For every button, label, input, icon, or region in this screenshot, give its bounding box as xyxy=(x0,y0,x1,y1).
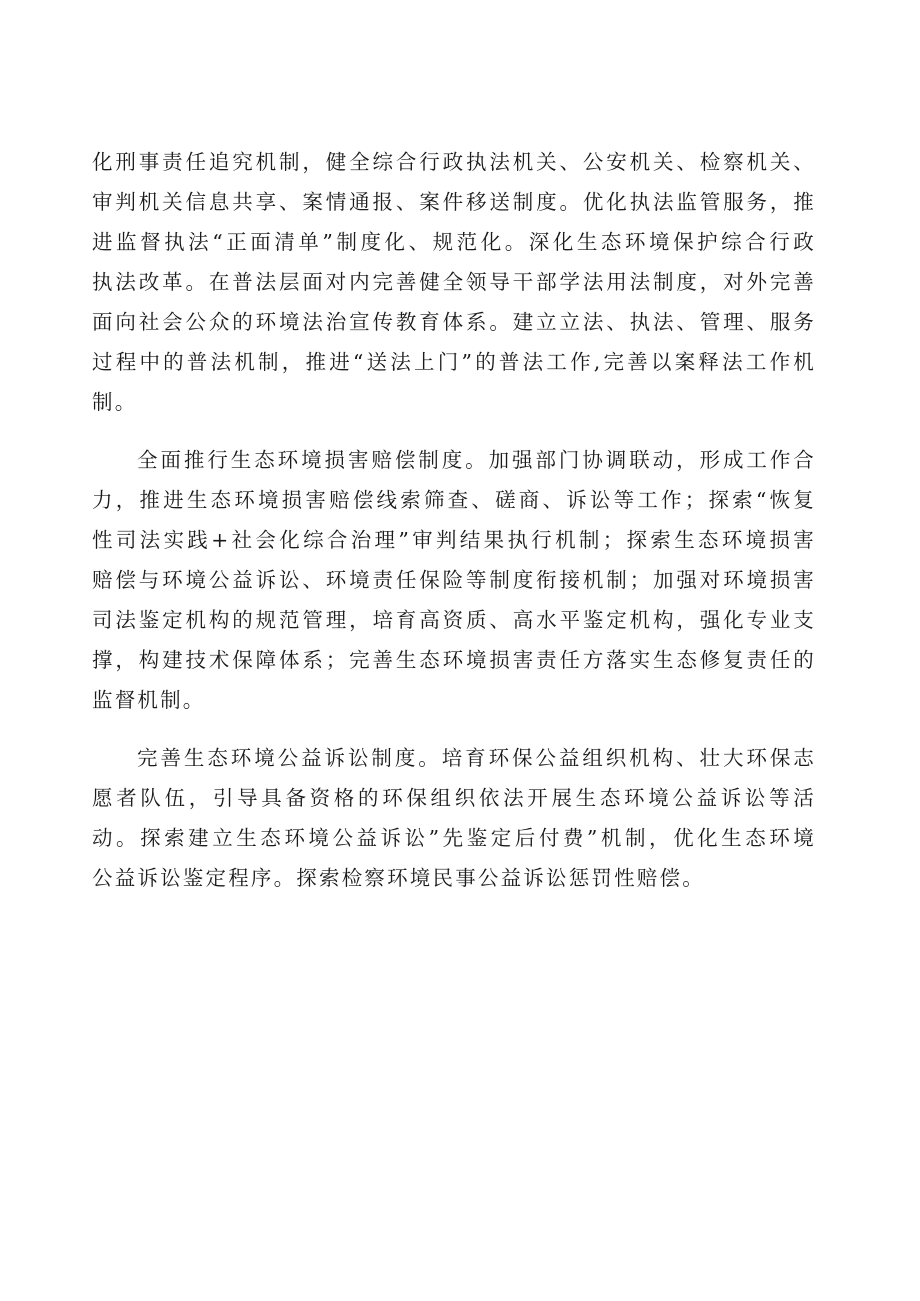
text-line: 化刑事责任追究机制，健全综合行政执法机关、公安机关、检察机关、 xyxy=(92,150,816,174)
text-line: 公益诉讼鉴定程序。探索检察环境民事公益诉讼惩罚性赔偿。 xyxy=(92,866,705,890)
text-line: 面向社会公众的环境法治宣传教育体系。建立立法、执法、管理、服务 xyxy=(92,310,816,334)
text-line: 完善生态环境公益诉讼制度。培育环保公益组织机构、壮大环保志 xyxy=(137,746,816,770)
text-line: 执法改革。在普法层面对内完善健全领导干部学法用法制度，对外完善 xyxy=(92,270,816,294)
text-line: 过程中的普法机制，推进“送法上门”的普法工作,完善以案释法工作机 xyxy=(92,350,816,374)
text-line: 动。探索建立生态环境公益诉讼”先鉴定后付费”机制，优化生态环境 xyxy=(92,826,816,850)
text-line: 性司法实践+社会化综合治理”审判结果执行机制；探索生态环境损害 xyxy=(92,528,816,552)
text-line: 审判机关信息共享、案情通报、案件移送制度。优化执法监管服务，推 xyxy=(92,190,816,214)
text-line: 监督机制。 xyxy=(92,688,206,712)
paragraph-2 xyxy=(92,440,816,720)
paragraph-3 xyxy=(92,738,816,898)
text-line: 制。 xyxy=(92,390,138,414)
text-line: 进监督执法“正面清单”制度化、规范化。深化生态环境保护综合行政 xyxy=(92,230,816,254)
text-line: 力，推进生态环境损害赔偿线索筛查、磋商、诉讼等工作；探索“恢复 xyxy=(92,488,816,512)
text-line: 撑，构建技术保障体系；完善生态环境损害责任方落实生态修复责任的 xyxy=(92,648,816,672)
document-body xyxy=(92,142,816,916)
text-line: 全面推行生态环境损害赔偿制度。加强部门协调联动，形成工作合 xyxy=(137,448,816,472)
paragraph-1 xyxy=(92,142,816,422)
text-line: 赔偿与环境公益诉讼、环境责任保险等制度衔接机制；加强对环境损害 xyxy=(92,568,816,592)
text-line: 愿者队伍，引导具备资格的环保组织依法开展生态环境公益诉讼等活 xyxy=(92,786,816,810)
text-line: 司法鉴定机构的规范管理，培育高资质、高水平鉴定机构，强化专业支 xyxy=(92,608,816,632)
